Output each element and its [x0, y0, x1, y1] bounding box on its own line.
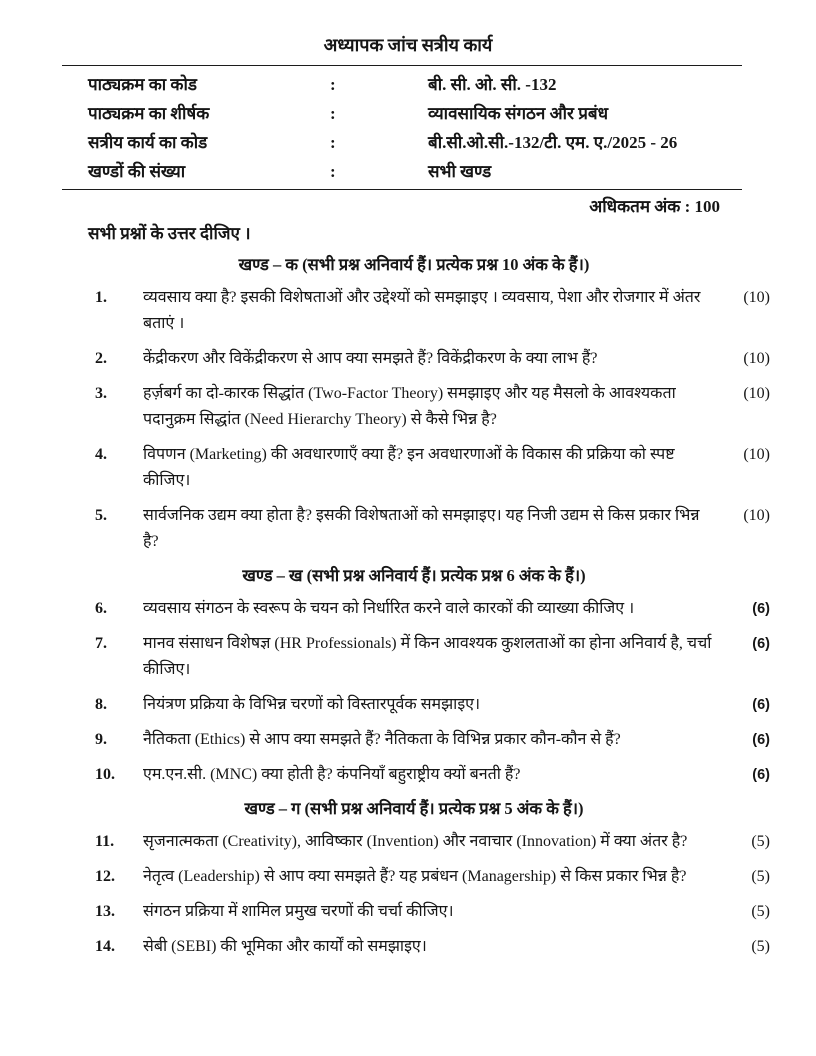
question-row-1: [0, 285, 816, 337]
question-marks: (6): [752, 636, 770, 652]
question-number: 6.: [95, 600, 107, 617]
question-row-11: [0, 829, 816, 855]
question-number: 2.: [95, 350, 107, 367]
question-text: नैतिकता (Ethics) से आप क्या समझते हैं? नैतिकता के विभिन्न प्रकार कौन-कौन से हैं?: [143, 731, 621, 748]
question-number: 8.: [95, 696, 107, 713]
course-code-value: बी. सी. ओ. सी. -132: [428, 75, 557, 94]
assignment-code-value: बी.सी.ओ.सी.-132/टी. एम. ए./2025 - 26: [428, 133, 678, 152]
question-marks: (6): [752, 767, 770, 783]
question-text: नियंत्रण प्रक्रिया के विभिन्न चरणों को विस्तारपूर्वक समझाइए।: [143, 696, 481, 713]
question-text: सार्वजनिक उद्यम क्या होता है? इसकी विशेषताओं को समझाइए। यह निजी उद्यम से किस प्रकार भिन्न है?: [143, 507, 700, 550]
question-row-5: [0, 503, 816, 555]
question-row-3: [0, 381, 816, 433]
question-marks: (5): [751, 938, 770, 955]
question-number: 5.: [95, 507, 107, 524]
question-text: हर्ज़बर्ग का दो-कारक सिद्धांत (Two-Factor Theory) समझाइए और यह मैसलो के आवश्यकता पदानुक्रम सिद्धांत (Need Hierarchy Theory) से कैसे भिन्न है?: [143, 385, 676, 428]
question-marks: (10): [743, 385, 770, 402]
question-row-4: [0, 442, 816, 494]
question-text: व्यवसाय संगठन के स्वरूप के चयन को निर्धारित करने वाले कारकों की व्याख्या कीजिए ।: [143, 600, 635, 617]
question-row-9: [0, 727, 816, 753]
colon-separator: :: [330, 133, 336, 152]
question-number: 3.: [95, 385, 107, 402]
question-row-13: [0, 899, 816, 925]
question-number: 1.: [95, 289, 107, 306]
question-number: 11.: [95, 833, 115, 850]
question-marks: (5): [751, 903, 770, 920]
question-number: 4.: [95, 446, 107, 463]
question-text: सृजनात्मकता (Creativity), आविष्कार (Invention) और नवाचार (Innovation) में क्या अंतर है?: [143, 833, 688, 850]
assignment-code-row: [88, 128, 740, 157]
question-marks: (10): [743, 446, 770, 463]
sections-count-label: खण्डों की संख्या: [88, 162, 186, 181]
horizontal-rule-top: [62, 65, 742, 66]
question-number: 9.: [95, 731, 107, 748]
course-info-table: [88, 70, 740, 186]
question-row-10: [0, 762, 816, 788]
question-marks: (5): [751, 833, 770, 850]
question-marks: (6): [752, 697, 770, 713]
section-c-heading: खण्ड – ग (सभी प्रश्न अनिवार्य हैं। प्रत्येक प्रश्न 5 अंक के हैं।): [244, 799, 584, 818]
question-text: नेतृत्व (Leadership) से आप क्या समझते हैं? यह प्रबंधन (Managership) से किस प्रकार भिन्न है?: [143, 868, 687, 885]
question-marks: (10): [743, 350, 770, 367]
question-marks: (10): [743, 289, 770, 306]
max-marks-text: अधिकतम अंक : 100: [589, 197, 720, 216]
question-number: 10.: [95, 766, 115, 783]
question-marks: (5): [751, 868, 770, 885]
question-number: 12.: [95, 868, 115, 885]
question-number: 7.: [95, 635, 107, 652]
question-row-14: [0, 934, 816, 960]
question-number: 14.: [95, 938, 115, 955]
question-number: 13.: [95, 903, 115, 920]
sections-count-row: [88, 157, 740, 186]
question-marks: (10): [743, 507, 770, 524]
question-text: एम.एन.सी. (MNC) क्या होती है? कंपनियाँ बहुराष्ट्रीय क्यों बनती हैं?: [143, 766, 521, 783]
section-b-heading: खण्ड – ख (सभी प्रश्न अनिवार्य हैं। प्रत्येक प्रश्न 6 अंक के हैं।): [242, 566, 586, 585]
course-title-label: पाठ्यक्रम का शीर्षक: [88, 104, 210, 123]
answer-all-instruction: सभी प्रश्नों के उत्तर दीजिए ।: [88, 224, 251, 243]
question-text: केंद्रीकरण और विकेंद्रीकरण से आप क्या समझते हैं? विकेंद्रीकरण के क्या लाभ हैं?: [143, 350, 598, 367]
question-text: विपणन (Marketing) की अवधारणाएँ क्या हैं? इन अवधारणाओं के विकास की प्रक्रिया को स्पष्ट कीजिए।: [143, 446, 675, 489]
question-row-12: [0, 864, 816, 890]
question-text: संगठन प्रक्रिया में शामिल प्रमुख चरणों की चर्चा कीजिए।: [143, 903, 454, 920]
colon-separator: :: [330, 104, 336, 123]
assignment-code-label: सत्रीय कार्य का कोड: [88, 133, 208, 152]
question-text: व्यवसाय क्या है? इसकी विशेषताओं और उद्देश्यों को समझाइए । व्यवसाय, पेशा और रोजगार में अंतर बताएं ।: [143, 289, 701, 332]
course-title-row: [88, 99, 740, 128]
colon-separator: :: [330, 75, 336, 94]
page-title: अध्यापक जांच सत्रीय कार्य: [323, 35, 493, 55]
question-row-8: [0, 692, 816, 718]
course-title-value: व्यावसायिक संगठन और प्रबंध: [428, 104, 609, 123]
question-row-2: [0, 346, 816, 372]
question-marks: (6): [752, 601, 770, 617]
sections-count-value: सभी खण्ड: [428, 162, 492, 181]
course-code-label: पाठ्यक्रम का कोड: [88, 75, 197, 94]
question-text: सेबी (SEBI) की भूमिका और कार्यों को समझाइए।: [143, 938, 427, 955]
question-text: मानव संसाधन विशेषज्ञ (HR Professionals) में किन आवश्यक कुशलताओं का होना अनिवार्य है, चर्चा कीजिए।: [143, 635, 712, 678]
section-a-heading: खण्ड – क (सभी प्रश्न अनिवार्य हैं। प्रत्येक प्रश्न 10 अंक के हैं।): [238, 255, 590, 274]
colon-separator: :: [330, 162, 336, 181]
course-code-row: [88, 70, 740, 99]
question-row-6: [0, 596, 816, 622]
question-row-7: [0, 631, 816, 683]
horizontal-rule-mid: [62, 189, 742, 190]
question-marks: (6): [752, 732, 770, 748]
